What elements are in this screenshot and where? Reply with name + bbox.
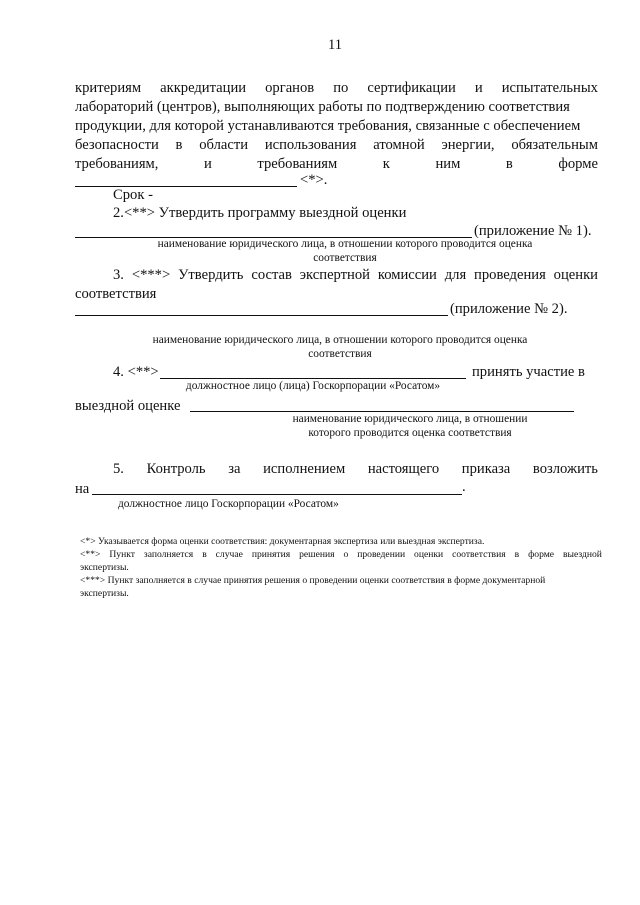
word: ним — [435, 156, 461, 172]
word: оценки — [414, 549, 444, 560]
item-2-caption-line-1: наименование юридического лица, в отношении которого проводится оценка — [157, 238, 533, 250]
item-4-caption-1: должностное лицо (лица) Госкорпорации «Росатом» — [185, 380, 441, 392]
word: Пункт — [109, 549, 135, 560]
deadline-label: Срок - — [113, 187, 153, 203]
word: и — [474, 80, 483, 96]
word: случае — [215, 549, 243, 560]
intro-line-5 — [75, 155, 598, 174]
word: энергии, — [441, 137, 495, 153]
word: <***> — [131, 267, 171, 283]
word: за — [228, 461, 241, 477]
item-5-suffix: . — [462, 479, 466, 495]
intro-line-1 — [75, 79, 598, 98]
word: безопасности — [75, 137, 159, 153]
item-2-text: 2.<**> Утвердить программу выездной оценки — [113, 205, 407, 221]
word: в — [202, 549, 207, 560]
word: комиссии — [377, 267, 437, 283]
item-5-blank-line — [92, 494, 462, 495]
word: сертификации — [367, 80, 456, 96]
word: заполняется — [143, 549, 194, 560]
word: выездной — [563, 549, 602, 560]
word: соответствия — [452, 549, 506, 560]
word: атомной — [373, 137, 425, 153]
footnote-1: <*> Указывается форма оценки соответствия: документарная экспертиза или выездная экспертиза. — [80, 536, 485, 547]
item-4-prefix: 4. <**> — [113, 364, 159, 380]
item-4-suffix: принять участие в — [472, 364, 585, 380]
word: обязательным — [511, 137, 598, 153]
item-3-line-1 — [113, 266, 598, 285]
item-3-caption-line-2: соответствия — [308, 348, 372, 360]
word: Утвердить — [178, 267, 244, 283]
word: принятия — [251, 549, 291, 560]
form-blank-line — [75, 186, 297, 187]
footnote-3-line-1: <***> Пункт заполняется в случае принятия решения о проведении оценки соответствия в форме документарной — [80, 575, 546, 586]
word: области — [199, 137, 249, 153]
word: возложить — [532, 461, 598, 477]
word: для — [444, 267, 467, 283]
intro-line-4 — [75, 136, 598, 155]
footnote-2-line-1 — [80, 549, 602, 561]
item-2-suffix: (приложение № 1). — [474, 223, 592, 239]
item-2-caption-line-2: соответствия — [313, 252, 377, 264]
word: форме — [528, 549, 555, 560]
word: решения — [299, 549, 335, 560]
word: форме — [558, 156, 598, 172]
word: использования — [264, 137, 357, 153]
item-4-line-2-prefix: выездной оценке — [75, 398, 181, 414]
word: требованиям, — [75, 156, 159, 172]
word: приказа — [461, 461, 511, 477]
item-3-line-2: соответствия — [75, 286, 157, 302]
word: проведения — [474, 267, 546, 283]
item-4-caption-2-line-2: которого проводится оценка соответствия — [308, 427, 512, 439]
word: требованиям — [257, 156, 338, 172]
word: исполнением — [263, 461, 346, 477]
item-4-caption-2-line-1: наименование юридического лица, в отношении — [292, 413, 528, 425]
word: состав — [251, 267, 292, 283]
word: по — [333, 80, 349, 96]
item-3-suffix: (приложение № 2). — [450, 301, 568, 317]
footnote-3-line-2: экспертизы. — [80, 588, 129, 599]
word: аккредитации — [160, 80, 247, 96]
word: и — [204, 156, 212, 172]
page-number: 11 — [328, 37, 343, 53]
word: экспертной — [299, 267, 370, 283]
word: в — [505, 156, 513, 172]
footnote-2-line-2: экспертизы. — [80, 562, 129, 573]
word: Контроль — [146, 461, 206, 477]
intro-line-2: лабораторий (центров), выполняющих работы по подтверждению соответствия — [75, 99, 570, 115]
item-5-caption: должностное лицо Госкорпорации «Росатом» — [118, 498, 339, 510]
word: проведении — [357, 549, 406, 560]
intro-line-3: продукции, для которой устанавливаются требования, связанные с обеспечением — [75, 118, 581, 134]
word: критериям — [75, 80, 142, 96]
word: настоящего — [367, 461, 440, 477]
word: к — [382, 156, 390, 172]
word: в — [514, 549, 520, 560]
word: <**> — [80, 549, 101, 560]
word: испытательных — [501, 80, 598, 96]
word: в — [175, 137, 183, 153]
word: 5. — [113, 461, 124, 477]
word: о — [343, 549, 349, 560]
item-3-blank-line — [75, 315, 448, 316]
item-3-caption-line-1: наименование юридического лица, в отношении которого проводится оценка — [152, 334, 528, 346]
footnote-ref: <*>. — [300, 172, 328, 188]
item-5-prefix: на — [75, 481, 90, 497]
item-5-line-1 — [113, 460, 598, 479]
word: 3. — [113, 267, 124, 283]
word: органов — [265, 80, 315, 96]
word: оценки — [553, 267, 598, 283]
